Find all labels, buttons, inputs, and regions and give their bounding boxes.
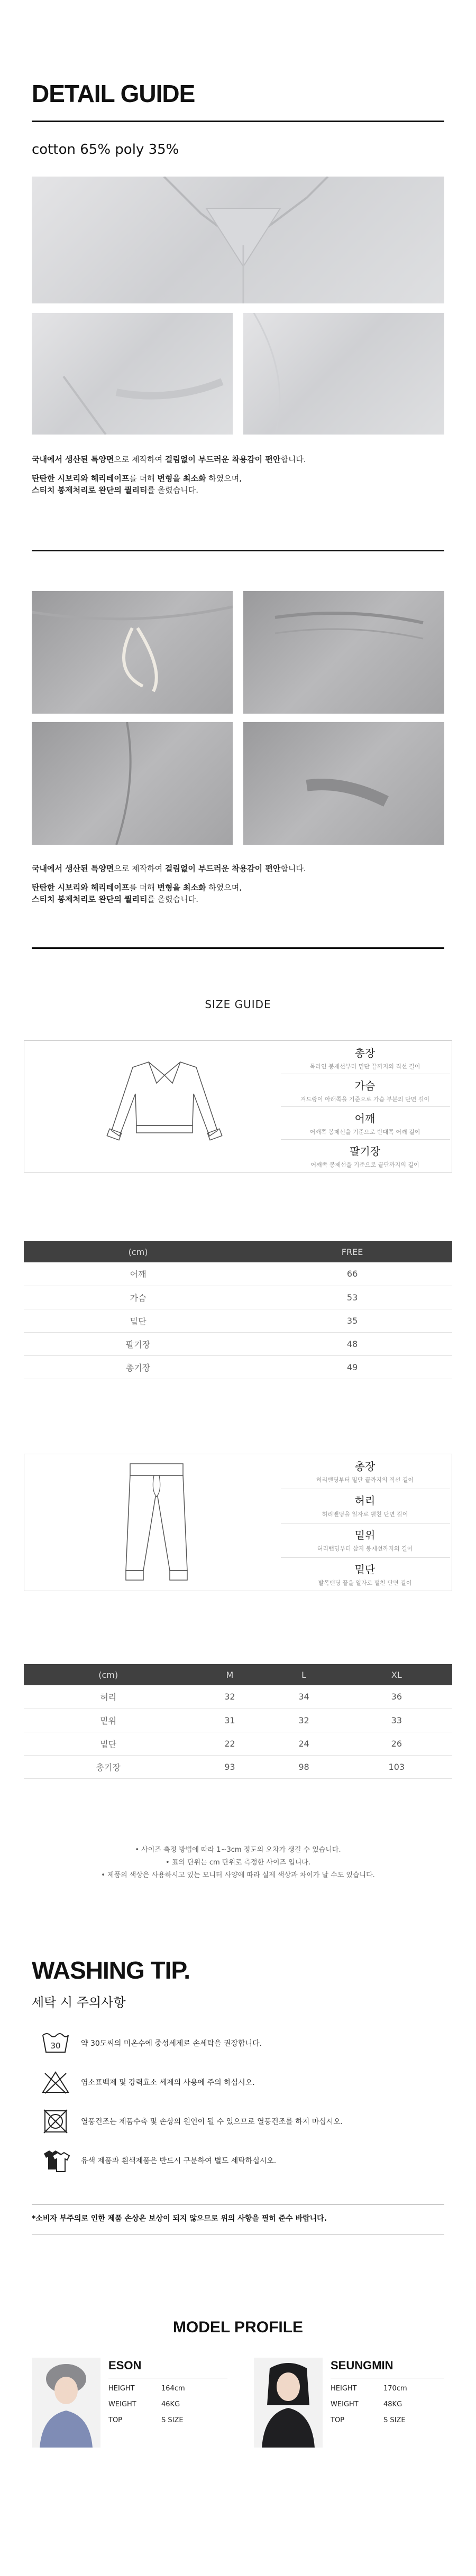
body-text: 합니다. [280,864,306,873]
table-row [24,1755,452,1778]
washing-item [40,2029,262,2057]
row-label: 밑단 [24,1309,252,1332]
size-value: 22 [193,1732,267,1755]
size-value: 26 [341,1732,452,1755]
section-divider [32,550,444,551]
washing-text: 유색 제품과 흰색제품은 반드시 구분하여 별도 세탁하십시오. [81,2157,277,2165]
spec-value: 48KG [383,2400,402,2408]
size-value: 49 [252,1355,452,1379]
table-row [24,1332,452,1355]
measure-desc: 겨드랑이 아래쪽을 기준으로 가슴 부분의 단면 길이 [300,1096,430,1103]
fabric-detail-photo [243,313,444,435]
table-header: FREE [252,1241,452,1262]
size-value: 34 [267,1685,341,1709]
body-text: 를 올렸습니다. [147,894,199,904]
table-header: L [267,1664,341,1685]
measure-label [286,1110,444,1136]
row-label: 밑단 [24,1732,193,1755]
measure-desc: 목라인 봉제선부터 밑단 끝까지의 직선 길이 [309,1063,420,1070]
table-row [24,1309,452,1332]
measure-title: 가슴 [354,1079,376,1092]
size-value: 32 [267,1709,341,1732]
row-label: 허리 [24,1685,193,1709]
measure-desc: 허리밴딩부터 삼지 봉제선까지의 길이 [317,1545,413,1552]
highlight-text: 국내에서 생산된 특양면 [32,864,114,873]
measure-title: 밑위 [354,1529,376,1541]
size-value: 33 [341,1709,452,1732]
waistband-detail-photo [32,591,233,714]
highlight-text: 걸림없이 부드러운 착용감이 편안 [164,864,281,873]
size-value: 98 [267,1755,341,1778]
spec-value: 170cm [383,2385,407,2393]
size-value: 32 [193,1685,267,1709]
size-value: 35 [252,1309,452,1332]
body-text: 하였으며, [206,474,242,483]
measure-label [286,1492,444,1518]
detail-line [32,454,306,465]
measure-title: 허리 [354,1494,376,1507]
size-guide-title: SIZE GUIDE [205,998,271,1011]
row-label: 총기장 [24,1355,252,1379]
washing-warning: *소비자 부주의로 인한 제품 손상은 보상이 되지 않으므로 위의 사항을 필히 준수 바랍니다. [32,2214,327,2223]
detail-line [32,882,306,893]
body-text: 합니다. [280,455,306,464]
table-header: (cm) [24,1664,193,1685]
separate-wash-icon [40,2146,71,2175]
spec-label: TOP [108,2416,123,2424]
ankle-cuff-photo [243,722,444,845]
measure-label [286,1527,444,1553]
model-name: ESON [108,2359,142,2372]
top-size-table [24,1241,452,1379]
body-text: 으로 제작하여 [114,455,165,464]
section-divider-2 [32,947,444,949]
body-text: 를 더해 [129,474,158,483]
measure-desc: 허리밴딩부터 밑단 끝까지의 직선 길이 [316,1476,414,1483]
highlight-text: 스티치 봉제처리로 완단의 퀄리티 [32,894,148,904]
measure-label [286,1561,444,1587]
spec-label: TOP [331,2416,345,2424]
highlight-text: 탄탄한 시보리와 헤리테이프 [32,883,130,892]
cuff-detail-photo [32,313,233,435]
size-value: 103 [341,1755,452,1778]
size-notes [0,1844,476,1882]
measure-label [286,1143,444,1169]
spec-value: S SIZE [161,2416,184,2424]
measure-desc: 어깨쪽 봉제선을 기준으로 반대쪽 어깨 길이 [309,1129,420,1135]
no-bleach-icon [40,2068,71,2097]
pants-size-table [24,1664,452,1779]
sweatshirt-sketch-icon [98,1051,231,1157]
model-specs [331,2381,444,2429]
material-text: cotton 65% poly 35% [32,142,179,158]
spec-value: 46KG [161,2400,180,2408]
measure-desc: 허리밴딩을 일자로 펼친 단면 길이 [322,1511,408,1518]
detail-line [32,484,306,496]
collar-detail-photo [32,177,444,303]
pants-sketch-icon [114,1460,199,1586]
detail-guide-title: DETAIL GUIDE [32,80,195,107]
washing-divider-top [32,2204,444,2205]
detail-line [32,893,306,905]
table-row [24,1685,452,1709]
table-header: (cm) [24,1241,252,1262]
washing-item [40,2068,255,2097]
measure-label [286,1045,444,1070]
washing-item [40,2146,276,2175]
no-tumble-dry-icon [40,2107,71,2136]
body-text: 하였으며, [206,883,242,892]
washing-divider-bottom [32,2234,444,2235]
washing-item [40,2107,343,2136]
measure-label [286,1077,444,1103]
svg-text:30: 30 [50,2041,61,2051]
top-detail-text [32,454,306,496]
model-profile-title: MODEL PROFILE [172,2319,304,2336]
measure-title: 밑단 [354,1563,376,1576]
table-header: XL [341,1664,452,1685]
measure-desc: 어깨쪽 봉제선을 기준으로 끝단까지의 길이 [310,1161,419,1168]
row-label: 가슴 [24,1286,252,1309]
highlight-text: 스티치 봉제처리로 완단의 퀄리티 [32,485,148,495]
row-label: 밑위 [24,1709,193,1732]
size-note: • 표의 단위는 cm 단위로 측정한 사이즈 입니다. [165,1859,311,1867]
size-value: 48 [252,1332,452,1355]
wash-30-icon [40,2029,71,2057]
spec-label: WEIGHT [331,2400,359,2408]
table-row [24,1286,452,1309]
measure-desc: 발목밴딩 끝을 일자로 펼친 단면 길이 [318,1580,412,1586]
table-row [24,1732,452,1755]
highlight-text: 변형을 최소화 [157,474,206,483]
washing-text: 열풍건조는 제품수축 및 손상의 원인이 될 수 있으므로 열풍건조를 하지 마십시오. [81,2118,343,2126]
highlight-text: 변형을 최소화 [157,883,206,892]
size-value: 36 [341,1685,452,1709]
table-row [24,1709,452,1732]
detail-line [32,863,306,874]
measure-title: 팔기장 [350,1145,380,1158]
size-value: 93 [193,1755,267,1778]
washing-tip-title: WASHING TIP. [32,1956,190,1984]
body-text: 으로 제작하여 [114,864,165,873]
pocket-detail-photo [32,722,233,845]
size-value: 53 [252,1286,452,1309]
title-divider [32,121,444,122]
model-photo-seungmin [254,2358,323,2448]
highlight-text: 걸림없이 부드러운 착용감이 편안 [164,455,281,464]
spec-value: 164cm [161,2385,185,2393]
pants-detail-text [32,863,306,905]
highlight-text: 국내에서 생산된 특양면 [32,455,114,464]
body-text: 를 올렸습니다. [147,485,199,495]
table-row [24,1262,452,1286]
size-value: 66 [252,1262,452,1286]
size-value: 24 [267,1732,341,1755]
spec-label: WEIGHT [108,2400,136,2408]
spec-value: S SIZE [383,2416,406,2424]
waist-elastic-photo [243,591,444,714]
body-text: 를 더해 [129,883,158,892]
measure-title: 어깨 [354,1112,376,1125]
row-label: 총기장 [24,1755,193,1778]
washing-subtitle: 세탁 시 주의사항 [32,1995,126,2010]
spec-label: HEIGHT [108,2385,135,2393]
size-note: • 사이즈 측정 방법에 따라 1~3cm 정도의 오차가 생길 수 있습니다. [135,1846,341,1854]
measure-label [286,1458,444,1484]
table-header: M [193,1664,267,1685]
measure-title: 총장 [354,1047,376,1059]
model-name: SEUNGMIN [331,2359,393,2372]
row-label: 팔기장 [24,1332,252,1355]
size-note: • 제품의 색상은 사용하시고 있는 모니터 사양에 따라 실제 색상과 차이가 날 수도 있습니다. [101,1871,375,1879]
washing-text: 약 30도씨의 미온수에 중성세제로 손세탁을 권장합니다. [81,2039,262,2048]
highlight-text: 탄탄한 시보리와 헤리테이프 [32,474,130,483]
model-photo-eson [32,2358,100,2448]
measure-title: 총장 [354,1460,376,1473]
model-specs [108,2381,227,2429]
row-label: 어깨 [24,1262,252,1286]
detail-line [32,473,306,484]
spec-label: HEIGHT [331,2385,357,2393]
table-row [24,1355,452,1379]
washing-text: 염소표백제 및 강력효소 세제의 사용에 주의 하십시오. [81,2079,255,2087]
size-value: 31 [193,1709,267,1732]
